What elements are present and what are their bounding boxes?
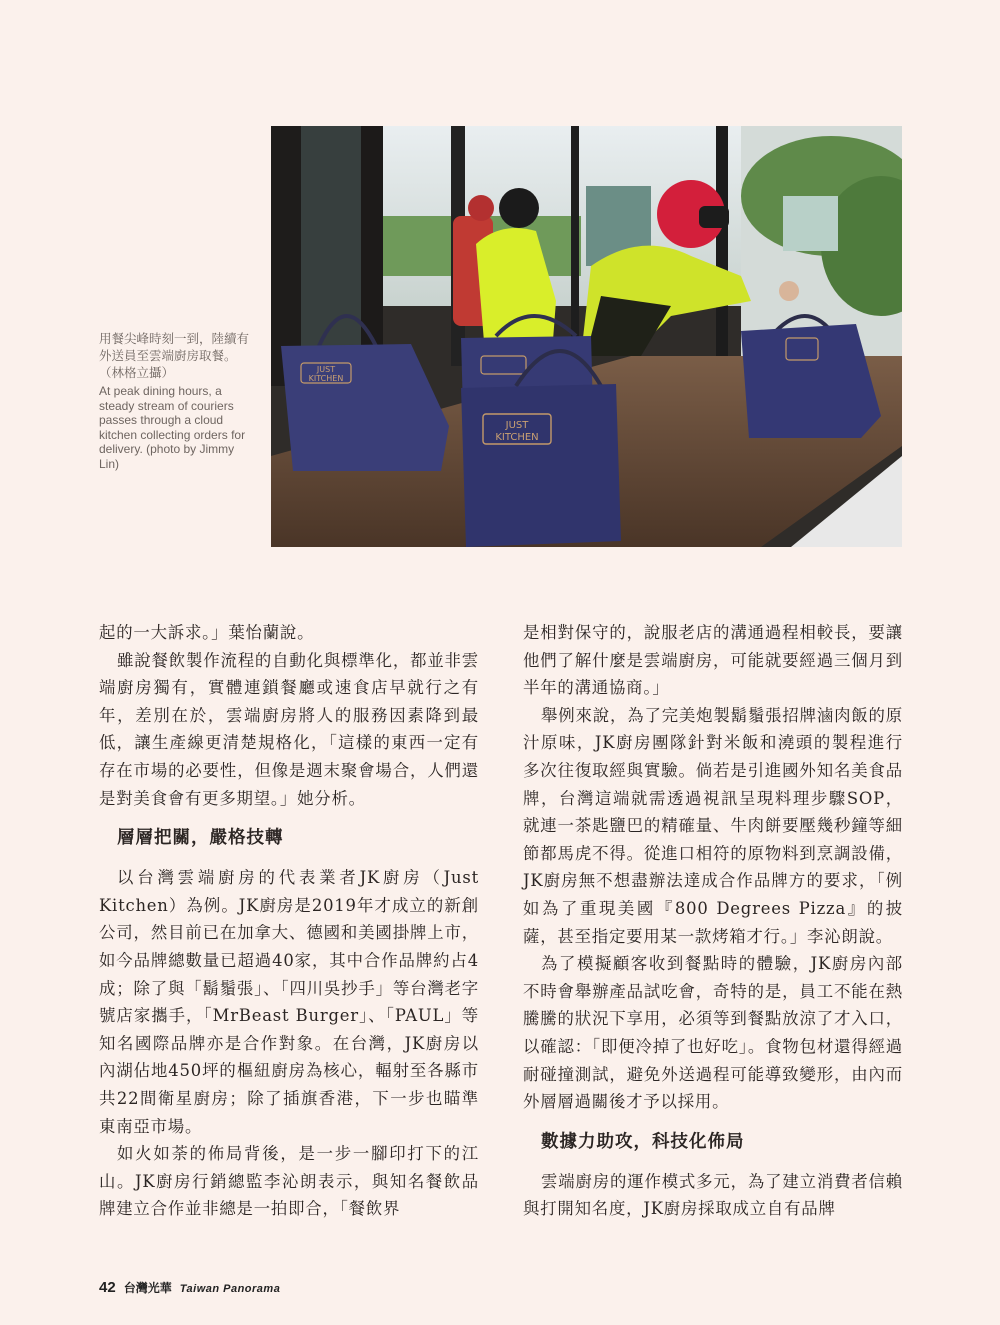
couriers-collecting-orders-illustration [271, 126, 902, 547]
page-footer [99, 1279, 280, 1299]
paragraph: 如火如荼的佈局背後，是一步一腳印打下的江山。JK廚房行銷總監李沁朗表示，與知名餐飲品牌建立合作並非總是一拍即合，「餐飲界 [99, 1144, 479, 1219]
bag-label-just: JUST [505, 420, 529, 431]
paragraph: 為了模擬顧客收到餐點時的體驗，JK廚房內部不時會舉辦產品試吃會，奇特的是，員工不能在熱騰騰的狀況下享用，必須等到餐點放涼了才入口，以確認：「即便冷掉了也好吃」。食物包材還得經過耐碰撞測試，避免外送過程可能導致變形，由內而外層層過關後才予以採用。 [523, 954, 903, 1112]
magazine-name-english: Taiwan Panorama [179, 1283, 281, 1295]
page-number: 42 [99, 1279, 116, 1296]
article-column-left [99, 619, 479, 1223]
section-heading: 數據力助攻，科技化佈局 [541, 1131, 745, 1152]
caption-english: At peak dining hours, a steady stream of couriers passes through a cloud kitchen collecting orders for delivery. (photo by Jimmy Lin) [99, 384, 246, 471]
paragraph: 雲端廚房的運作模式多元，為了建立消費者信賴與打開知名度，JK廚房採取成立自有品牌 [523, 1171, 903, 1219]
article-photo [271, 126, 902, 547]
paragraph: 雖說餐飲製作流程的自動化與標準化，都並非雲端廚房獨有，實體連鎖餐廳或速食店早就行之有年，差別在於，雲端廚房將人的服務因素降到最低，讓生產線更清楚規格化，「這樣的東西一定有存在市場的必要性，但像是週末聚會場合，人們還是對美食會有更多期望。」她分析。 [99, 650, 479, 808]
magazine-name-chinese: 台灣光華 [123, 1281, 172, 1295]
article-column-right [523, 619, 903, 1223]
bag-label-just: JUST [316, 365, 336, 374]
paragraph: 是相對保守的，說服老店的溝通過程相較長，要讓他們了解什麼是雲端廚房，可能就要經過三個月到半年的溝通協商。」 [523, 623, 903, 698]
photo-caption [99, 330, 251, 472]
section-heading: 層層把關，嚴格技轉 [117, 828, 284, 849]
paragraph: 舉例來說，為了完美炮製鬍鬚張招牌滷肉飯的原汁原味，JK廚房團隊針對米飯和澆頭的製程進行多次往復取經與實驗。倘若是引進國外知名美食品牌，台灣這端就需透過視訊呈現料理步驟SOP，就連一茶匙鹽巴的精確量、牛肉餅要壓幾秒鐘等細節都馬虎不得。從進口相符的原物料到烹調設備，JK廚房無不想盡辦法達成合作品牌方的要求，「例如為了重現美國『800 Degrees Pizza』的披薩，甚至指定要用某一款烤箱才行。」李沁朗說。 [523, 705, 903, 946]
paragraph: 以台灣雲端廚房的代表業者JK廚房（Just Kitchen）為例。JK廚房是2019年才成立的新創公司，然目前已在加拿大、德國和美國掛牌上市，如今品牌總數量已超過40家，其中合作品牌約占4成；除了與「鬍鬚張」、「四川吳抄手」等台灣老字號店家攜手，「MrBeast Burger」、「PAUL」等知名國際品牌亦是合作對象。在台灣，JK廚房以內湖佔地450坪的樞紐廚房為核心，輻射至各縣市共22間衛星廚房；除了插旗香港，下一步也瞄準東南亞市場。 [99, 868, 479, 1136]
paragraph: 起的一大訴求。」葉怡蘭說。 [99, 623, 315, 642]
bag-label-kitchen: KITCHEN [308, 374, 344, 383]
caption-chinese: 用餐尖峰時刻一到，陸續有外送員至雲端廚房取餐。（林格立攝） [99, 331, 250, 380]
bag-label-kitchen: KITCHEN [495, 432, 539, 443]
